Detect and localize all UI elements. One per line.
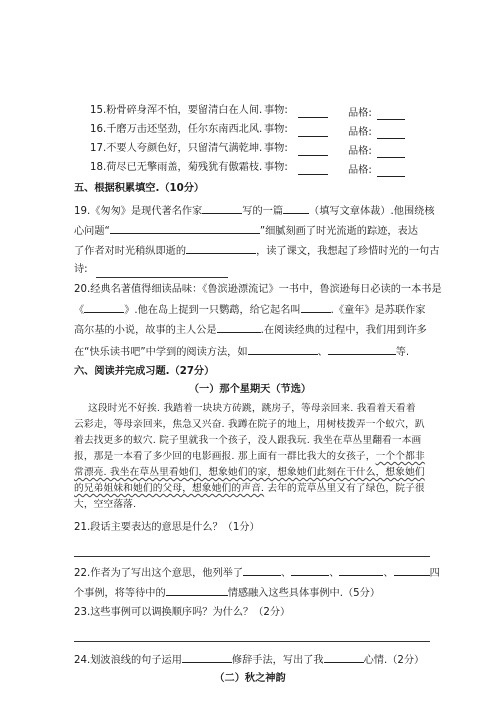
poem-item: 15.粉骨碎身浑不怕，要留清白在人间. xyxy=(90,105,263,116)
quality-blank[interactable] xyxy=(377,108,405,120)
parrot-name-blank[interactable] xyxy=(301,301,331,313)
wavy-underlined-sentence: 常漂亮. 我坐在草丛里看她们，想象她们的家，想象她们此刻在干什么，想象她们 xyxy=(74,467,425,478)
protagonist-blank[interactable] xyxy=(217,321,261,333)
genre-blank[interactable] xyxy=(283,202,309,214)
q22-line2: 个事例，将等待中的 情感融入这些具体事例中.（5分） xyxy=(74,584,380,601)
passage-line: 的兄弟姐妹和她们的父母，想象她们的声音. 去年的荒草丛里又有了绿色，院子很 xyxy=(74,483,425,494)
q24-line: 24.划波浪线的句子运用 修辞手法，写出了我 心情.（2分） xyxy=(74,651,424,668)
emotion-blank[interactable] xyxy=(166,584,228,596)
feeling-blank[interactable] xyxy=(186,242,256,254)
quality-label: 品格: xyxy=(348,146,372,157)
q23-prompt: 23.这些事例可以调换顺序吗？为什么？（2分） xyxy=(74,607,291,618)
core-question-blank[interactable] xyxy=(110,222,260,234)
poem-item: 16.千磨万击还坚劲，任尔东南西北风. xyxy=(90,124,263,135)
thing-label: 事物: xyxy=(264,162,288,173)
passage-two-title: （二）秋之神韵 xyxy=(214,673,286,684)
example-blank-3[interactable] xyxy=(339,564,383,576)
passage-line: 报，那是一本看了多少回的电影画报. 那上面有一群比我大的女孩子，一个个都非 xyxy=(74,451,425,462)
mood-blank[interactable] xyxy=(324,651,364,663)
thing-label: 事物: xyxy=(264,105,288,116)
thing-blank[interactable] xyxy=(298,106,328,118)
poem-line-blank[interactable] xyxy=(96,277,228,278)
thing-blank[interactable] xyxy=(298,163,328,175)
section-five-title: 五、根据积累填空.（10分） xyxy=(74,183,205,194)
rhetoric-blank[interactable] xyxy=(182,651,232,663)
author-blank[interactable] xyxy=(202,202,242,214)
quality-label: 品格: xyxy=(348,165,372,176)
quality-blank[interactable] xyxy=(377,127,405,139)
passage-line: 大，空空落落. xyxy=(74,499,137,510)
quality-label: 品格: xyxy=(348,108,372,119)
q21-answer-line[interactable] xyxy=(74,556,430,557)
q20-line3: 高尔基的小说，故事的主人公是 .在阅读经典的过程中，我们用到许多 xyxy=(74,321,427,338)
q20-line4: 在“快乐读书吧”中学到的阅读方法，如 、 等. xyxy=(74,343,409,360)
passage-line xyxy=(74,466,425,480)
poem-item: 17.不要人夸颜色好，只留清气满乾坤. xyxy=(90,143,263,154)
passage-line: 这段时光不好挨. 我踏着一块块方砖跳，跳房子，等母亲回来. 我看着天看着 xyxy=(88,403,416,414)
book-blank[interactable] xyxy=(84,301,124,313)
passage-one-title: （一）那个星期天（节选） xyxy=(188,384,312,395)
quality-blank[interactable] xyxy=(377,165,405,177)
method-blank-1[interactable] xyxy=(248,343,318,355)
example-blank-4[interactable] xyxy=(394,564,430,576)
quality-blank[interactable] xyxy=(377,146,405,158)
passage-line: 着去找更多的蚁穴. 院子里就我一个孩子，没人跟我玩. 我坐在草丛里翻看一本画 xyxy=(74,435,422,446)
thing-label: 事物: xyxy=(264,124,288,135)
q21-prompt: 21.段话主要表达的意思是什么？（1分） xyxy=(74,522,260,533)
wavy-underlined-sentence: 的兄弟姐妹和她们的父母，想象她们的声音. xyxy=(74,483,265,494)
q20-line2: 《 》.他在岛上捉到一只鹦鹉，给它起名叫 .《童年》是苏联作家 xyxy=(74,301,426,318)
poem-item: 18.荷尽已无擎雨盖，菊残犹有傲霜枝. xyxy=(90,162,263,173)
q19-line2: 心问题“ ”细腻刻画了时光流逝的踪迹，表达 xyxy=(74,222,418,239)
q23-answer-line[interactable] xyxy=(74,641,430,642)
thing-label: 事物: xyxy=(264,143,288,154)
q19-line4: 诗: xyxy=(74,264,88,275)
thing-blank[interactable] xyxy=(298,144,328,156)
passage-line: 云彩走，等母亲回来，焦急又兴奋. 我蹲在院子的地上，用树枝拨弄一个蚁穴，趴 xyxy=(74,419,425,430)
q19-line1: 19.《匆匆》是现代著名作家 写的一篇 （填写文章体裁）.他围绕核 xyxy=(74,202,435,219)
thing-blank[interactable] xyxy=(298,125,328,137)
wavy-underlined-sentence: 一个个都非 xyxy=(375,451,425,462)
q20-line1: 20.经典名著值得细读品味：《鲁滨逊漂流记》一书中，鲁滨逊每日必读的一本书是 xyxy=(74,284,442,295)
example-blank-1[interactable] xyxy=(243,564,281,576)
example-blank-2[interactable] xyxy=(291,564,329,576)
q19-line3: 了作者对时光稍纵即逝的 ，读了课文，我想起了珍惜时光的一句古 xyxy=(74,242,439,259)
quality-label: 品格: xyxy=(348,127,372,138)
method-blank-2[interactable] xyxy=(328,343,396,355)
section-six-title: 六、阅读并完成习题.（27分） xyxy=(74,366,215,377)
q22-line1: 22.作者为了写出这个意思，他列举了 、 、 、 四 xyxy=(74,564,440,581)
